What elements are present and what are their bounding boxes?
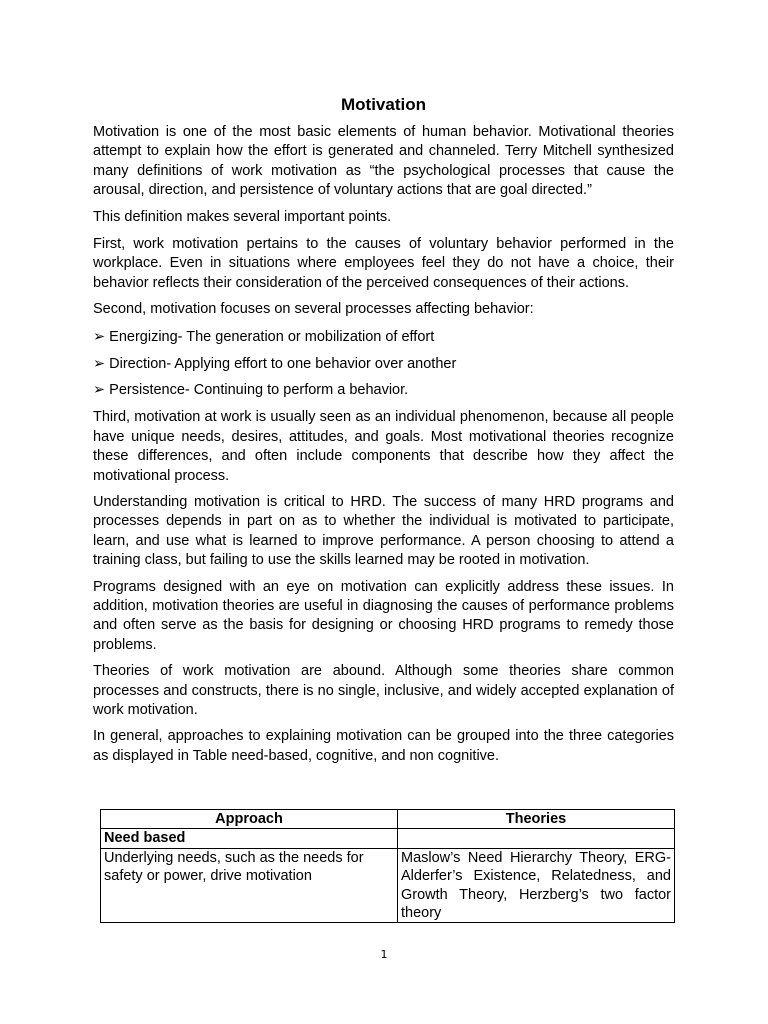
paragraph: In general, approaches to explaining motivation can be grouped into the three categories as displayed in Table need-based, cognitive, and non cognitive. <box>93 728 674 764</box>
paragraph: Second, motivation focuses on several processes affecting behavior: <box>93 301 534 318</box>
table-section-label: Need based <box>101 829 398 848</box>
table-cell-theories: Maslow’s Need Hierarchy Theory, ERG- Alderfer’s Existence, Relatedness, and Growth Theory, Herzberg’s two factor theory <box>398 848 675 923</box>
arrow-bullet-icon: ➢ <box>93 355 106 372</box>
arrow-bullet-icon: ➢ <box>93 328 106 345</box>
paragraph: First, work motivation pertains to the causes of voluntary behavior performed in the workplace. Even in situations where employees feel they do not have a choice, their behavior reflects their consideration of the perceived consequences of their actions. <box>93 236 674 291</box>
arrow-bullet-icon: ➢ <box>93 382 106 399</box>
paragraph: Theories of work motivation are abound. Although some theories share common processes and constructs, there is no single, inclusive, and widely accepted explanation of work motivation. <box>93 663 674 719</box>
paragraph: Understanding motivation is critical to HRD. The success of many HRD programs and processes depends in part on as to whether the individual is motivated to participate, learn, and use what is learned to improve performance. A person choosing to attend a training class, but failing to use the skills learned may be rooted in motivation. <box>93 494 674 569</box>
table-section-row <box>101 829 675 848</box>
table-row <box>101 848 675 923</box>
bullet-item <box>93 355 674 374</box>
paragraph: Programs designed with an eye on motivation can explicitly address these issues. In addition, motivation theories are useful in diagnosing the causes of performance problems and often serve as the basis for designing or choosing HRD programs to remedy those problems. <box>93 578 674 653</box>
bullet-text: Direction- Applying effort to one behavior over another <box>109 355 457 372</box>
paragraph: This definition makes several important points. <box>93 208 392 225</box>
motivation-approaches-table <box>100 809 675 923</box>
paragraph: Motivation is one of the most basic elements of human behavior. Motivational theories attempt to explain how the effort is generated and channeled. Terry Mitchell synthesized many definitions of work motivation as “the psychological processes that cause the arousal, direction, and persistence of voluntary actions that are goal directed.” <box>93 124 674 199</box>
paragraph: Third, motivation at work is usually seen as an individual phenomenon, because all people have unique needs, desires, attitudes, and goals. Most motivational theories recognize these differences, and often include components that describe how they affect the motivational process. <box>93 409 674 484</box>
table-header-row <box>101 810 675 829</box>
bullet-text: Persistence- Continuing to perform a behavior. <box>109 382 409 399</box>
bullet-item <box>93 381 674 400</box>
bullet-text: Energizing- The generation or mobilization of effort <box>109 328 435 345</box>
table-cell-empty <box>398 829 675 848</box>
document-body <box>93 93 674 773</box>
table-header-approach: Approach <box>101 810 398 829</box>
bullet-item <box>93 328 674 347</box>
page-title: Motivation <box>341 95 426 114</box>
table-header-theories: Theories <box>398 810 675 829</box>
table-cell-approach: Underlying needs, such as the needs for safety or power, drive motivation <box>101 848 398 923</box>
page-number: 1 <box>380 948 388 961</box>
